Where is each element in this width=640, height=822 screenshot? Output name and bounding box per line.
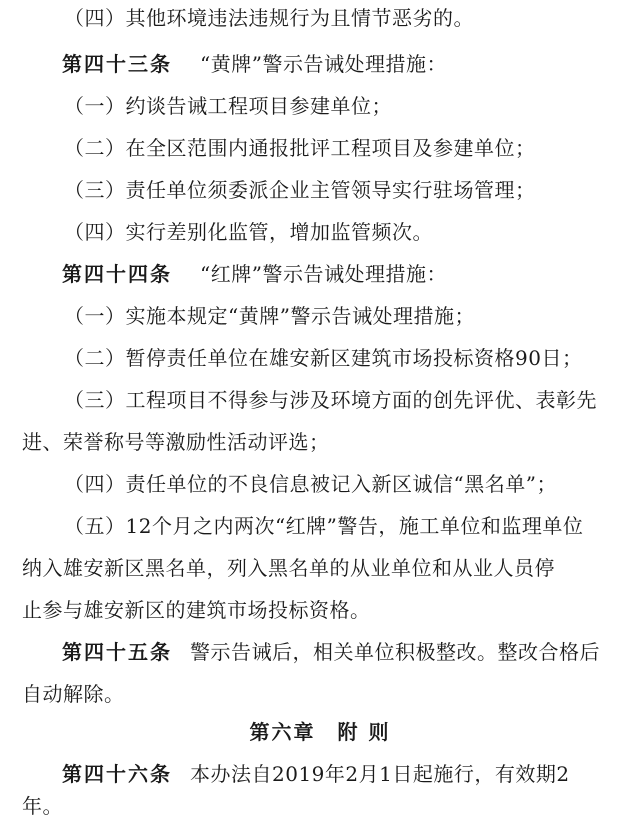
a44-clause-3: （三）工程项目不得参与涉及环境方面的创先评优、表彰先 [64, 388, 597, 412]
a43-clause-4: （四）实行差别化监管，增加监管频次。 [64, 220, 433, 244]
a44-clause-1: （一）实施本规定“黄牌”警示告诫处理措施； [64, 304, 475, 328]
clause-4-other-violations: （四）其他环境违法违规行为且情节恶劣的。 [64, 6, 474, 30]
a44-clause-5-cont-1: 纳入雄安新区黑名单，列入黑名单的从业单位和从业人员停 [22, 556, 555, 580]
article-46-text: 本办法自2019年2月1日起施行，有效期2 [190, 762, 570, 786]
article-44-heading: 第四十四条 [62, 262, 172, 286]
article-43 [62, 48, 640, 80]
article-45-cont: 自动解除。 [22, 682, 125, 706]
article-46-cont: 年。 [22, 794, 63, 818]
a44-clause-4: （四）责任单位的不良信息被记入新区诚信“黑名单”； [64, 472, 557, 496]
a44-clause-5-cont-2: 止参与雄安新区的建筑市场投标资格。 [22, 598, 371, 622]
a43-clause-1: （一）约谈告诫工程项目参建单位； [64, 94, 392, 118]
a44-clause-2: （二）暂停责任单位在雄安新区建筑市场投标资格90日； [64, 346, 583, 370]
chapter-6-title: 第六章 附 则 [249, 720, 391, 744]
article-45-heading: 第四十五条 [62, 640, 172, 664]
article-43-text: “黄牌”警示告诫处理措施： [200, 52, 447, 76]
article-45 [62, 636, 640, 668]
article-46 [62, 758, 640, 790]
article-44 [62, 258, 640, 290]
a44-clause-3-cont: 进、荣誉称号等激励性活动评选； [22, 430, 330, 454]
a44-clause-5: （五）12个月之内两次“红牌”警告，施工单位和监理单位 [64, 514, 584, 538]
article-43-heading: 第四十三条 [62, 52, 172, 76]
article-44-text: “红牌”警示告诫处理措施： [200, 262, 447, 286]
article-46-heading: 第四十六条 [62, 762, 172, 786]
a43-clause-3: （三）责任单位须委派企业主管领导实行驻场管理； [64, 178, 536, 202]
article-45-text: 警示告诫后，相关单位积极整改。整改合格后 [190, 640, 600, 664]
a43-clause-2: （二）在全区范围内通报批评工程项目及参建单位； [64, 136, 536, 160]
